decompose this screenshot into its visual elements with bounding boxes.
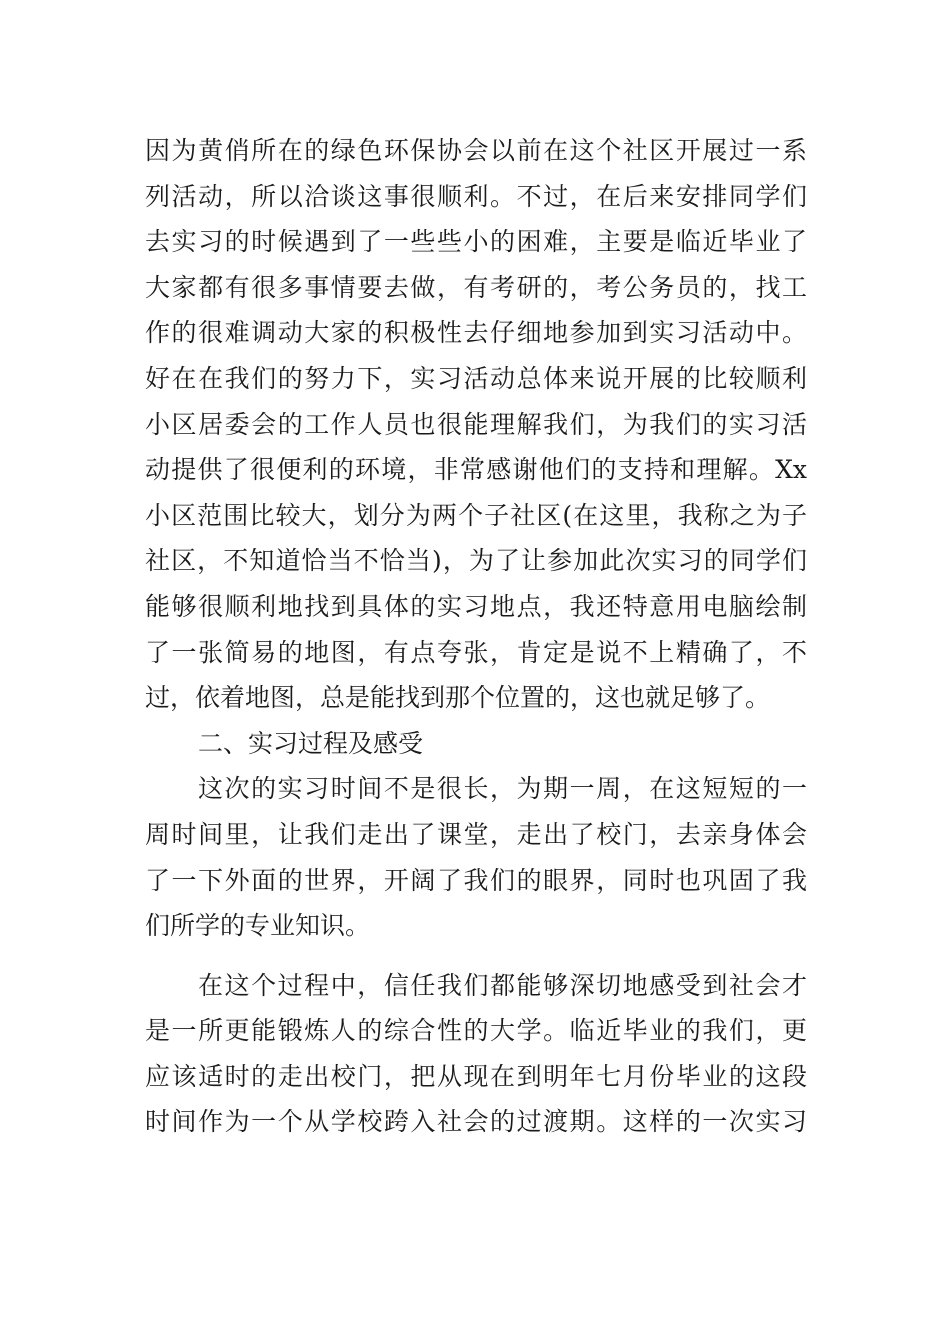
text-line: 社区，不知道恰当不恰当)，为了让参加此次实习的同学们 <box>145 546 807 576</box>
text-line: 因为黄俏所在的绿色环保协会以前在这个社区开展过一系 <box>145 136 807 165</box>
text-line: 在这个过程中，信任我们都能够深切地感受到社会才 <box>198 970 807 1000</box>
text-line: 了一张简易的地图，有点夸张，肯定是说不上精确了，不 <box>145 637 807 667</box>
text-line: 去实习的时候遇到了一些些小的困难，主要是临近毕业了 <box>145 227 807 257</box>
text-line: 小区范围比较大，划分为两个子社区(在这里，我称之为子 <box>145 500 807 530</box>
text-line: 应该适时的走出校门，把从现在到明年七月份毕业的这段 <box>145 1061 807 1091</box>
text-line: 大家都有很多事情要去做，有考研的，考公务员的，找工 <box>145 272 807 302</box>
text-line: 时间作为一个从学校跨入社会的过渡期。这样的一次实习 <box>145 1107 807 1137</box>
text-line: 好在在我们的努力下，实习活动总体来说开展的比较顺利 <box>145 363 807 393</box>
text-line: 了一下外面的世界，开阔了我们的眼界，同时也巩固了我 <box>145 865 807 895</box>
text-line: 们所学的专业知识。 <box>145 911 371 941</box>
text-line: 过，依着地图，总是能找到那个位置的，这也就足够了。 <box>145 683 771 713</box>
text-line: 列活动，所以洽谈这事很顺利。不过，在后来安排同学们 <box>145 181 807 211</box>
text-line: 是一所更能锻炼人的综合性的大学。临近毕业的我们，更 <box>145 1016 807 1046</box>
text-line: 周时间里，让我们走出了课堂，走出了校门，去亲身体会 <box>145 819 807 849</box>
text-line: 能够很顺利地找到具体的实习地点，我还特意用电脑绘制 <box>145 591 807 621</box>
paragraph-1 <box>145 128 807 721</box>
text-line: 这次的实习时间不是很长，为期一周，在这短短的一 <box>198 774 807 804</box>
section-heading: 二、实习过程及感受 <box>198 728 424 758</box>
text-line: 作的很难调动大家的积极性去仔细地参加到实习活动中。 <box>145 318 807 348</box>
paragraph-3 <box>145 963 807 1145</box>
paragraph-2 <box>145 766 807 948</box>
text-line: 动提供了很便利的环境，非常感谢他们的支持和理解。Xx <box>145 455 807 485</box>
document-page <box>145 128 807 1145</box>
text-line: 小区居委会的工作人员也很能理解我们，为我们的实习活 <box>145 409 807 439</box>
